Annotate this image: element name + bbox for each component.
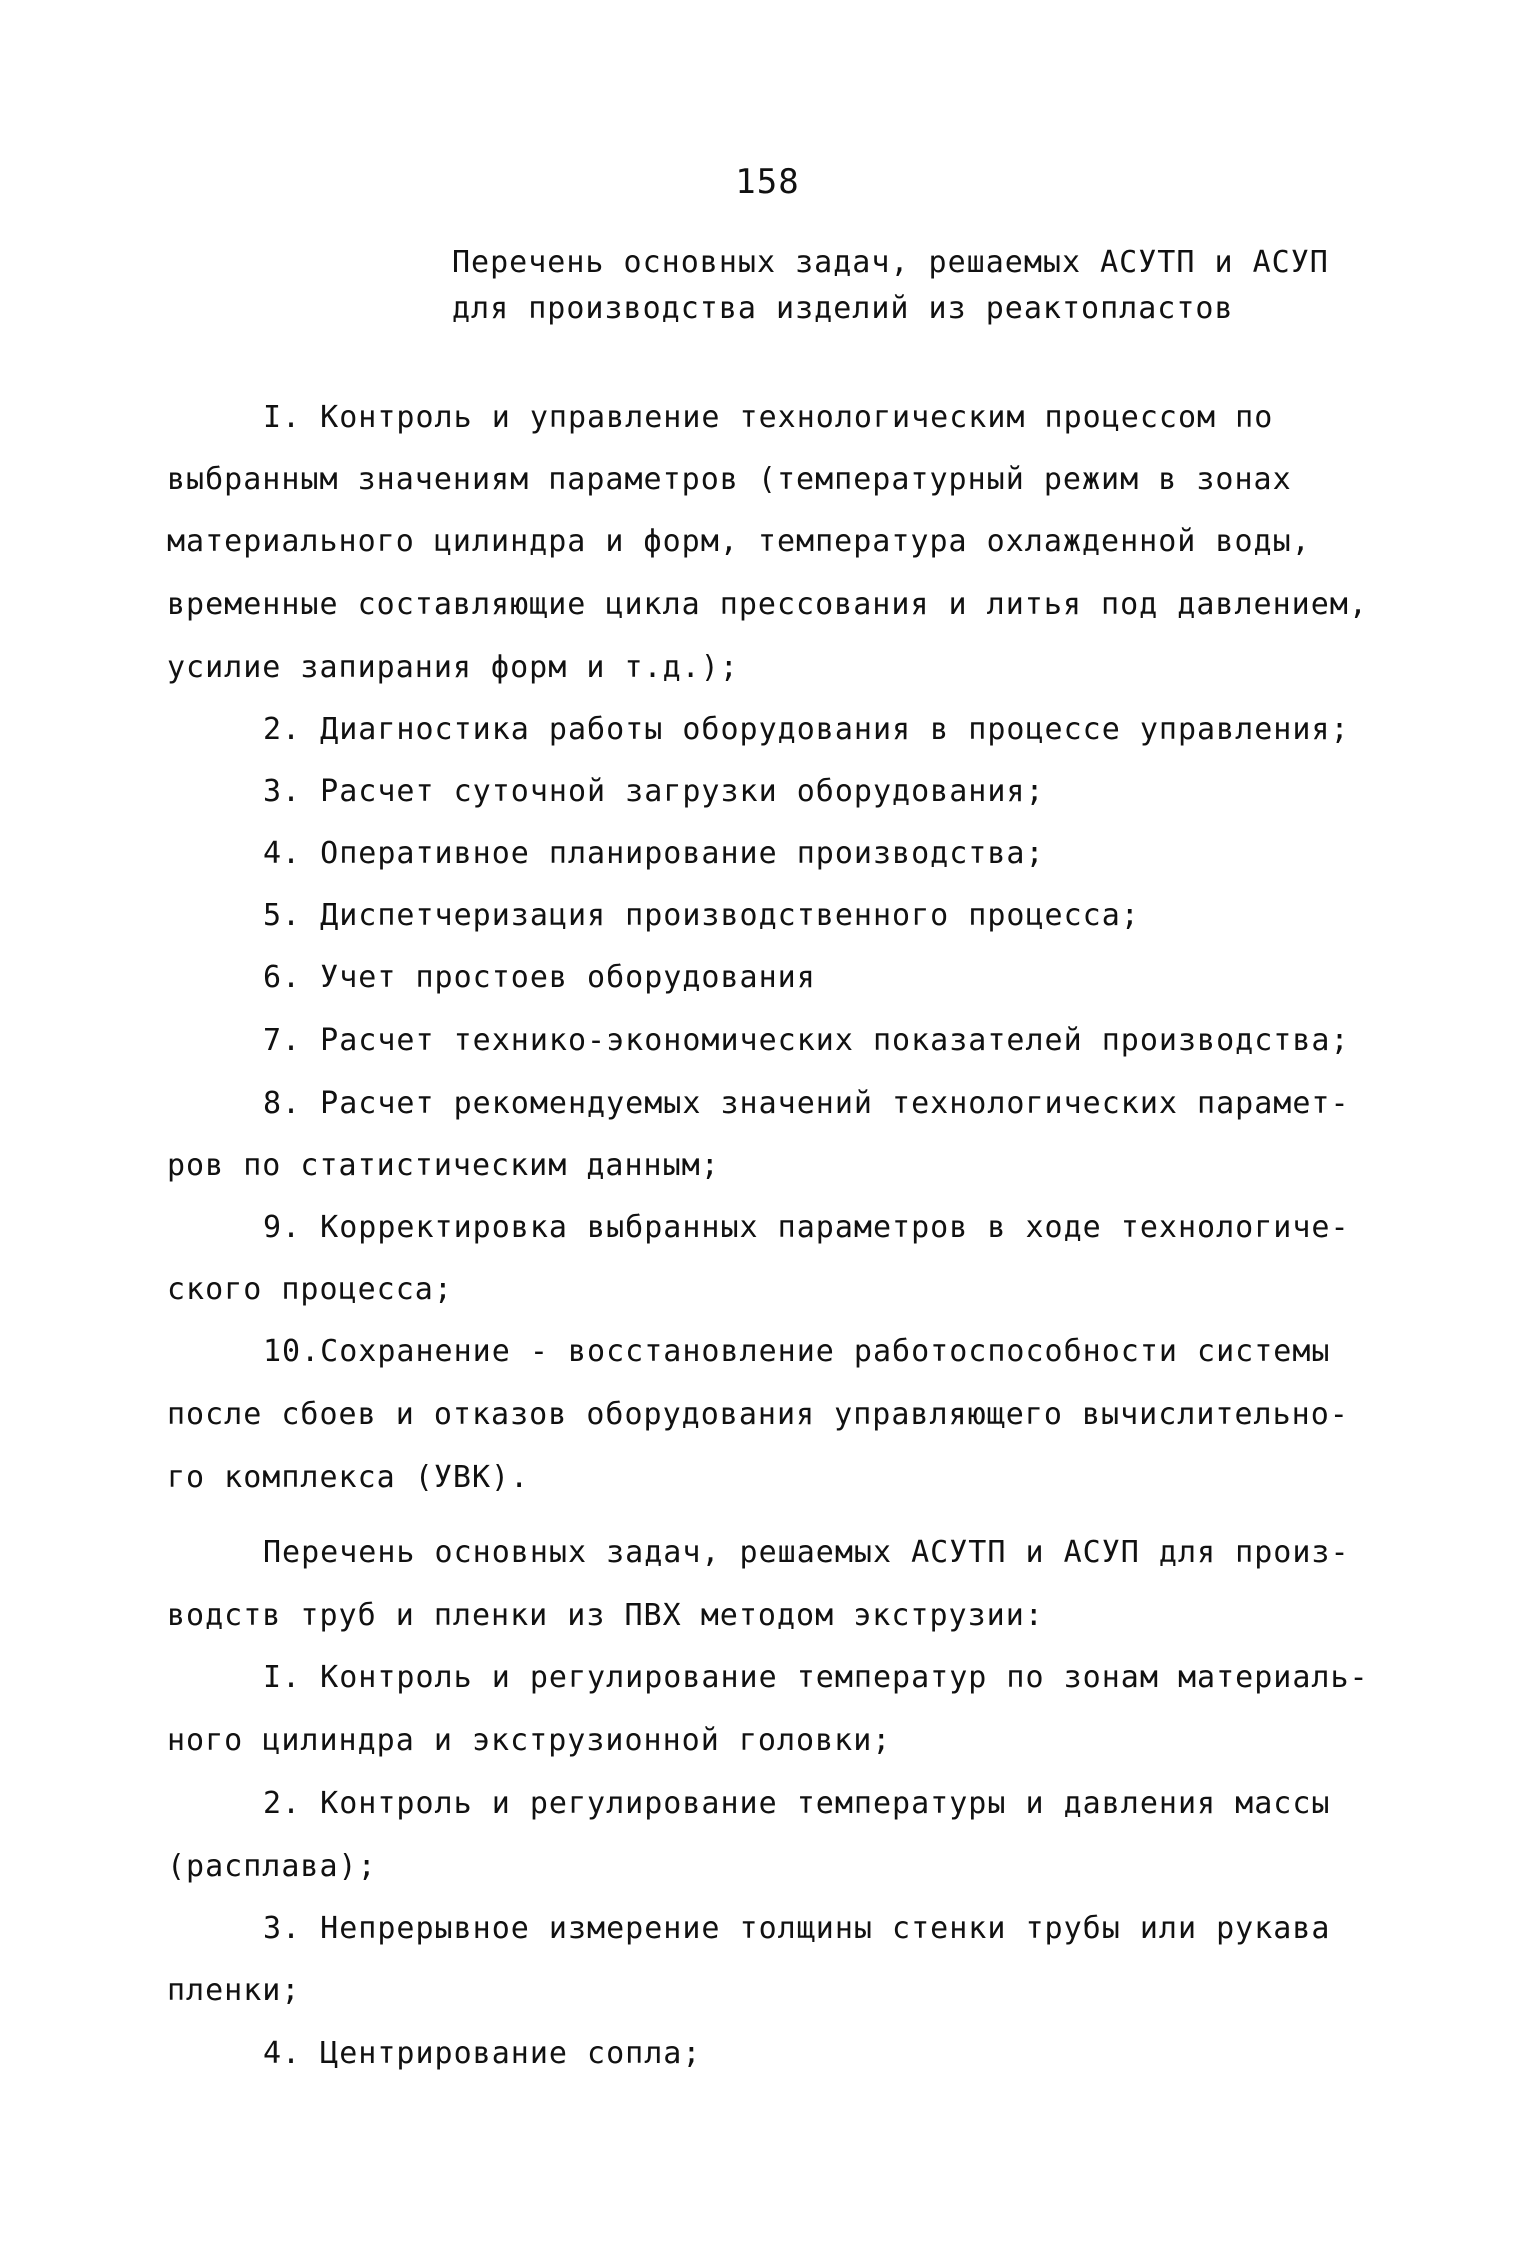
page-number: 158 bbox=[735, 162, 800, 202]
list-item-line: 4. Центрирование сопла; bbox=[263, 2036, 702, 2071]
list-item-line: материального цилиндра и форм, температура охлажденной воды, bbox=[167, 524, 1311, 559]
heading-line: для производства изделий из реактопластов bbox=[452, 291, 1234, 326]
list-item-line: 3. Расчет суточной загрузки оборудования; bbox=[263, 774, 1045, 809]
list-item-line: 3. Непрерывное измерение толщины стенки трубы или рукава bbox=[263, 1911, 1331, 1946]
section-2-heading-line: Перечень основных задач, решаемых АСУТП и АСУП для произ- bbox=[263, 1535, 1350, 1570]
list-item-line: пленки; bbox=[167, 1973, 301, 2008]
list-item-line: 4. Оперативное планирование производства; bbox=[263, 836, 1045, 871]
list-item-line: 8. Расчет рекомендуемых значений технологических парамет- bbox=[263, 1086, 1350, 1121]
list-item-line: I. Контроль и управление технологическим процессом по bbox=[263, 400, 1274, 435]
list-item-line: 10.Сохранение - восстановление работоспособности системы bbox=[263, 1334, 1331, 1369]
section-2-heading-line: водств труб и пленки из ПВХ методом экструзии: bbox=[167, 1598, 1044, 1633]
list-item-line: ского процесса; bbox=[167, 1272, 453, 1307]
list-item-line: 7. Расчет технико-экономических показателей производства; bbox=[263, 1023, 1350, 1058]
list-item-line: 6. Учет простоев оборудования bbox=[263, 960, 816, 995]
list-item-line: после сбоев и отказов оборудования управляющего вычислительно- bbox=[167, 1397, 1349, 1432]
list-item-line: 5. Диспетчеризация производственного процесса; bbox=[263, 898, 1140, 933]
list-item-line: временные составляющие цикла прессования и литья под давлением, bbox=[167, 587, 1368, 622]
list-item-line: 2. Контроль и регулирование температуры и давления массы bbox=[263, 1786, 1331, 1821]
list-item-line: (расплава); bbox=[167, 1849, 377, 1884]
list-item-line: ного цилиндра и экструзионной головки; bbox=[167, 1723, 892, 1758]
heading-line: Перечень основных задач, решаемых АСУТП и АСУП bbox=[452, 245, 1329, 280]
list-item-line: ров по статистическим данным; bbox=[167, 1148, 720, 1183]
list-item-line: усилие запирания форм и т.д.); bbox=[167, 650, 739, 685]
list-item-line: 9. Корректировка выбранных параметров в ходе технологиче- bbox=[263, 1210, 1350, 1245]
list-item-line: 2. Диагностика работы оборудования в процессе управления; bbox=[263, 712, 1350, 747]
list-item-line: I. Контроль и регулирование температур по зонам материаль- bbox=[263, 1660, 1369, 1695]
list-item-line: го комплекса (УВК). bbox=[167, 1460, 530, 1495]
section-1-heading bbox=[452, 240, 1452, 332]
list-item-line: выбранным значениям параметров (температурный режим в зонах bbox=[167, 462, 1292, 497]
